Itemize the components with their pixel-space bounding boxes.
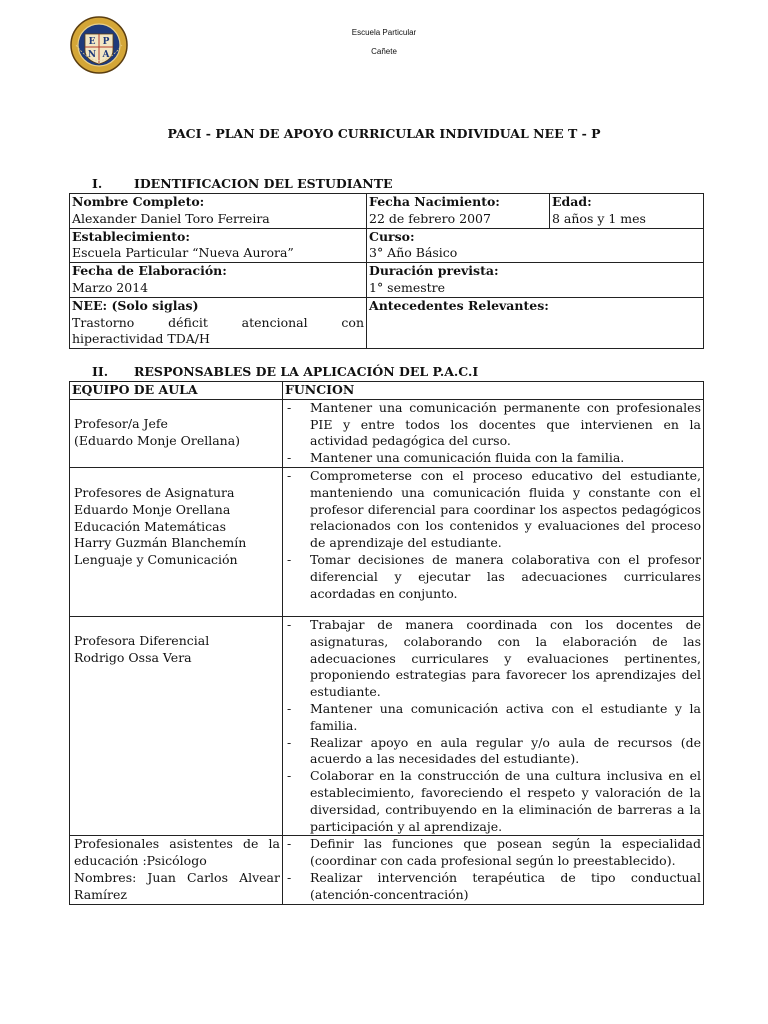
school-logo bbox=[70, 16, 128, 74]
team-line: Harry Guzmán Blanchemín bbox=[74, 535, 247, 551]
table-row bbox=[70, 836, 704, 904]
function-item: - Comprometerse con el proceso educativo del estudiante, manteniendo una comunicación fluida y constante con el profesor diferencial para coordinar los aspectos pedagógicos relacionados con los contenidos y evaluaciones del proceso de aprendizaje del estudiante. bbox=[285, 468, 701, 552]
antecedents-label: Antecedentes Relevantes: bbox=[369, 297, 549, 313]
section-2-heading bbox=[92, 364, 478, 379]
team-line: Nombres: Juan Carlos Alvear Ramírez bbox=[74, 869, 280, 902]
elaboration-value: Marzo 2014 bbox=[72, 279, 149, 295]
course-value: 3° Año Básico bbox=[369, 245, 458, 261]
document-title: PACI - PLAN DE APOYO CURRICULAR INDIVIDUAL NEE T - P bbox=[167, 126, 601, 141]
table-row bbox=[70, 297, 704, 348]
team-cell bbox=[70, 467, 283, 616]
name-value: Alexander Daniel Toro Ferreira bbox=[72, 210, 270, 226]
duration-cell bbox=[367, 263, 704, 298]
school-value: Escuela Particular “Nueva Aurora” bbox=[72, 245, 294, 261]
nee-label: NEE: (Solo siglas) bbox=[72, 297, 199, 313]
nee-value-line-1: Trastorno déficit atencional con bbox=[72, 314, 364, 330]
function-item: - Mantener una comunicación permanente con profesionales PIE y entre todos los docentes que intervienen en la actividad pedagógica del curso. bbox=[285, 400, 701, 450]
nee-value-line-2: hiperactividad TDA/H bbox=[72, 331, 210, 347]
table-row bbox=[70, 399, 704, 467]
age-value: 8 años y 1 mes bbox=[552, 210, 646, 226]
function-item: - Realizar apoyo en aula regular y/o aula de recursos (de acuerdo a las necesidades del estudiante). bbox=[285, 735, 701, 769]
school-cell bbox=[70, 228, 367, 263]
function-item: - Realizar intervención terapéutica de tipo conductual (atención-concentración) bbox=[285, 870, 701, 904]
team-line: Profesionales asistentes de la educación :Psicólogo bbox=[74, 836, 280, 869]
team-cell bbox=[70, 399, 283, 467]
team-line: Educación Matemáticas bbox=[74, 518, 227, 534]
team-line: Eduardo Monje Orellana bbox=[74, 501, 231, 517]
function-item: - Tomar decisiones de manera colaborativa con el profesor diferencial y ejecutar las adecuaciones curriculares acordadas en conjunto. bbox=[285, 552, 701, 602]
team-cell bbox=[70, 836, 283, 904]
responsibles-table bbox=[69, 381, 704, 905]
school-city: Cañete bbox=[371, 47, 397, 56]
function-cell bbox=[283, 399, 704, 467]
team-line: (Eduardo Monje Orellana) bbox=[74, 432, 241, 448]
column-header-team: EQUIPO DE AULA bbox=[70, 382, 283, 400]
table-row bbox=[70, 616, 704, 835]
function-cell bbox=[283, 616, 704, 835]
elaboration-cell bbox=[70, 263, 367, 298]
function-cell bbox=[283, 836, 704, 904]
section-2-title: RESPONSABLES DE LA APLICACIÓN DEL P.A.C.I bbox=[134, 364, 479, 379]
team-line: Profesores de Asignatura bbox=[74, 484, 235, 500]
section-1-heading bbox=[92, 176, 393, 191]
function-cell bbox=[283, 467, 704, 616]
function-item: - Definir las funciones que posean según la especialidad (coordinar con cada profesional según lo preestablecido). bbox=[285, 836, 701, 870]
elaboration-label: Fecha de Elaboración: bbox=[72, 263, 227, 279]
duration-value: 1° semestre bbox=[369, 279, 446, 295]
school-label: Establecimiento: bbox=[72, 228, 190, 244]
team-line: Rodrigo Ossa Vera bbox=[74, 649, 192, 665]
name-label: Nombre Completo: bbox=[72, 194, 205, 209]
table-header-row bbox=[70, 382, 704, 400]
name-cell bbox=[70, 194, 367, 229]
birth-cell bbox=[367, 194, 550, 229]
duration-label: Duración prevista: bbox=[369, 263, 499, 279]
course-label: Curso: bbox=[369, 228, 415, 244]
student-identification-table bbox=[69, 193, 704, 349]
section-1-title: IDENTIFICACION DEL ESTUDIANTE bbox=[134, 176, 393, 191]
logo-letter: E bbox=[88, 37, 96, 47]
birth-label: Fecha Nacimiento: bbox=[369, 194, 500, 209]
school-name: Escuela Particular bbox=[351, 28, 417, 37]
function-item: - Trabajar de manera coordinada con los docentes de asignaturas, colaborando con la elaboración de las adecuaciones curriculares y evaluaciones pertinentes, proponiendo estrategias para favorecer los aprendizajes del estudiante. bbox=[285, 617, 701, 701]
antecedents-cell bbox=[367, 297, 704, 348]
nee-cell bbox=[70, 297, 367, 348]
age-cell bbox=[550, 194, 704, 229]
logo-letter: A bbox=[102, 50, 110, 60]
section-2-number: II. bbox=[92, 364, 109, 379]
table-row bbox=[70, 467, 704, 616]
team-cell bbox=[70, 616, 283, 835]
team-line: Lenguaje y Comunicación bbox=[74, 552, 238, 568]
table-row bbox=[70, 194, 704, 229]
birth-value: 22 de febrero 2007 bbox=[369, 210, 491, 226]
table-row bbox=[70, 263, 704, 298]
table-row bbox=[70, 228, 704, 263]
course-cell bbox=[367, 228, 704, 263]
team-line: Profesora Diferencial bbox=[74, 632, 210, 648]
function-item: - Mantener una comunicación fluida con la familia. bbox=[285, 450, 701, 467]
team-line: Profesor/a Jefe bbox=[74, 415, 168, 431]
function-item: - Colaborar en la construcción de una cultura inclusiva en el establecimiento, favoreciendo el respeto y valoración de la diversidad, contribuyendo en la eliminación de barreras a la participación y al aprendizaje. bbox=[285, 768, 701, 835]
column-header-function: FUNCION bbox=[283, 382, 704, 400]
logo-letter: N bbox=[87, 50, 97, 60]
logo-letter: P bbox=[102, 37, 110, 47]
section-1-number: I. bbox=[92, 176, 103, 191]
function-item: - Mantener una comunicación activa con el estudiante y la familia. bbox=[285, 701, 701, 735]
age-label: Edad: bbox=[552, 194, 592, 209]
